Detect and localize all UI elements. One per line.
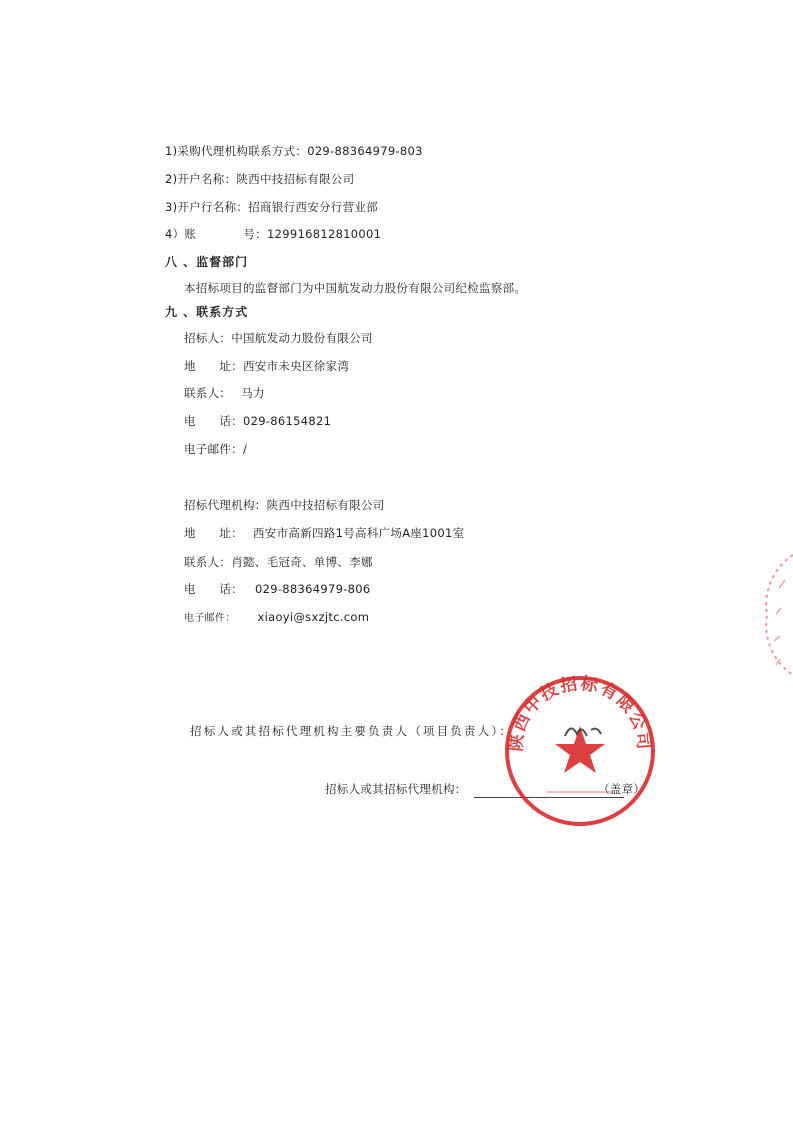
agency-address-line: [184, 526, 464, 540]
account-number-line: [165, 227, 381, 241]
signing-organization-label: 招标人或其招标代理机构：: [325, 782, 467, 796]
agency-address-label: 地 址：: [184, 526, 243, 540]
agency-email: xiaoyi@sxzjtc.com: [257, 610, 370, 624]
tenderer-phone-label: 电 话：: [184, 414, 243, 428]
agency-name-label: 招标代理机构：: [184, 498, 267, 512]
agency-name: 陕西中技招标有限公司: [266, 498, 385, 512]
tenderer-address-label: 地 址：: [184, 359, 243, 373]
seal-text: 陕西中技招标有限公司: [506, 674, 654, 753]
agency-phone-label: 电 话：: [184, 582, 243, 596]
tenderer-phone: 029-86154821: [243, 414, 332, 428]
account-number-value: 129916812810001: [267, 227, 382, 241]
tenderer-address-line: [184, 359, 349, 373]
agency-contact-label: 联系人：: [184, 555, 232, 569]
account-number-label: 4）账 号：: [165, 227, 268, 241]
agency-contact: 肖懿、毛冠奇、单博、李娜: [231, 555, 373, 569]
tenderer-contact-line: [184, 386, 265, 400]
supervision-text: 本招标项目的监督部门为中国航发动力股份有限公司纪检监察部。: [184, 281, 527, 295]
agency-contact-line: 1)采购代理机构联系方式：029-88364979-803: [165, 144, 423, 158]
company-seal: [503, 674, 657, 828]
agency-email-label: 电子邮件：: [184, 613, 236, 624]
agency-phone-line: [184, 582, 371, 596]
agency-name-line: [184, 498, 385, 512]
responsible-person-label: 招标人或其招标代理机构主要负责人（项目负责人）：: [190, 724, 514, 738]
section-8-heading: 八 、监督部门: [165, 255, 249, 269]
tenderer-email-label: 电子邮件：: [184, 442, 243, 456]
tenderer-contact: 马力: [241, 386, 265, 400]
tenderer-address: 西安市未央区徐家湾: [243, 359, 350, 373]
bank-name-line: 3)开户行名称：招商银行西安分行营业部: [165, 200, 379, 214]
section-9-heading: 九 、联系方式: [165, 305, 249, 319]
tenderer-email: /: [243, 442, 248, 456]
edge-seal-fragment: [755, 550, 793, 680]
tenderer-email-line: [184, 442, 247, 456]
tenderer-name-line: [184, 331, 373, 345]
tenderer-phone-line: [184, 414, 331, 428]
tenderer-contact-label: 联系人：: [184, 386, 232, 400]
tenderer-name-label: 招标人：: [184, 331, 232, 345]
account-name-line: 2)开户名称：陕西中技招标有限公司: [165, 172, 355, 186]
agency-contact-line: [184, 555, 373, 569]
agency-address: 西安市高新四路1号高科广场A座1001室: [253, 526, 465, 540]
tenderer-name: 中国航发动力股份有限公司: [231, 331, 373, 345]
agency-email-line: [184, 610, 369, 626]
agency-phone: 029-88364979-806: [255, 582, 371, 596]
seal-note: （盖章）: [598, 782, 646, 796]
